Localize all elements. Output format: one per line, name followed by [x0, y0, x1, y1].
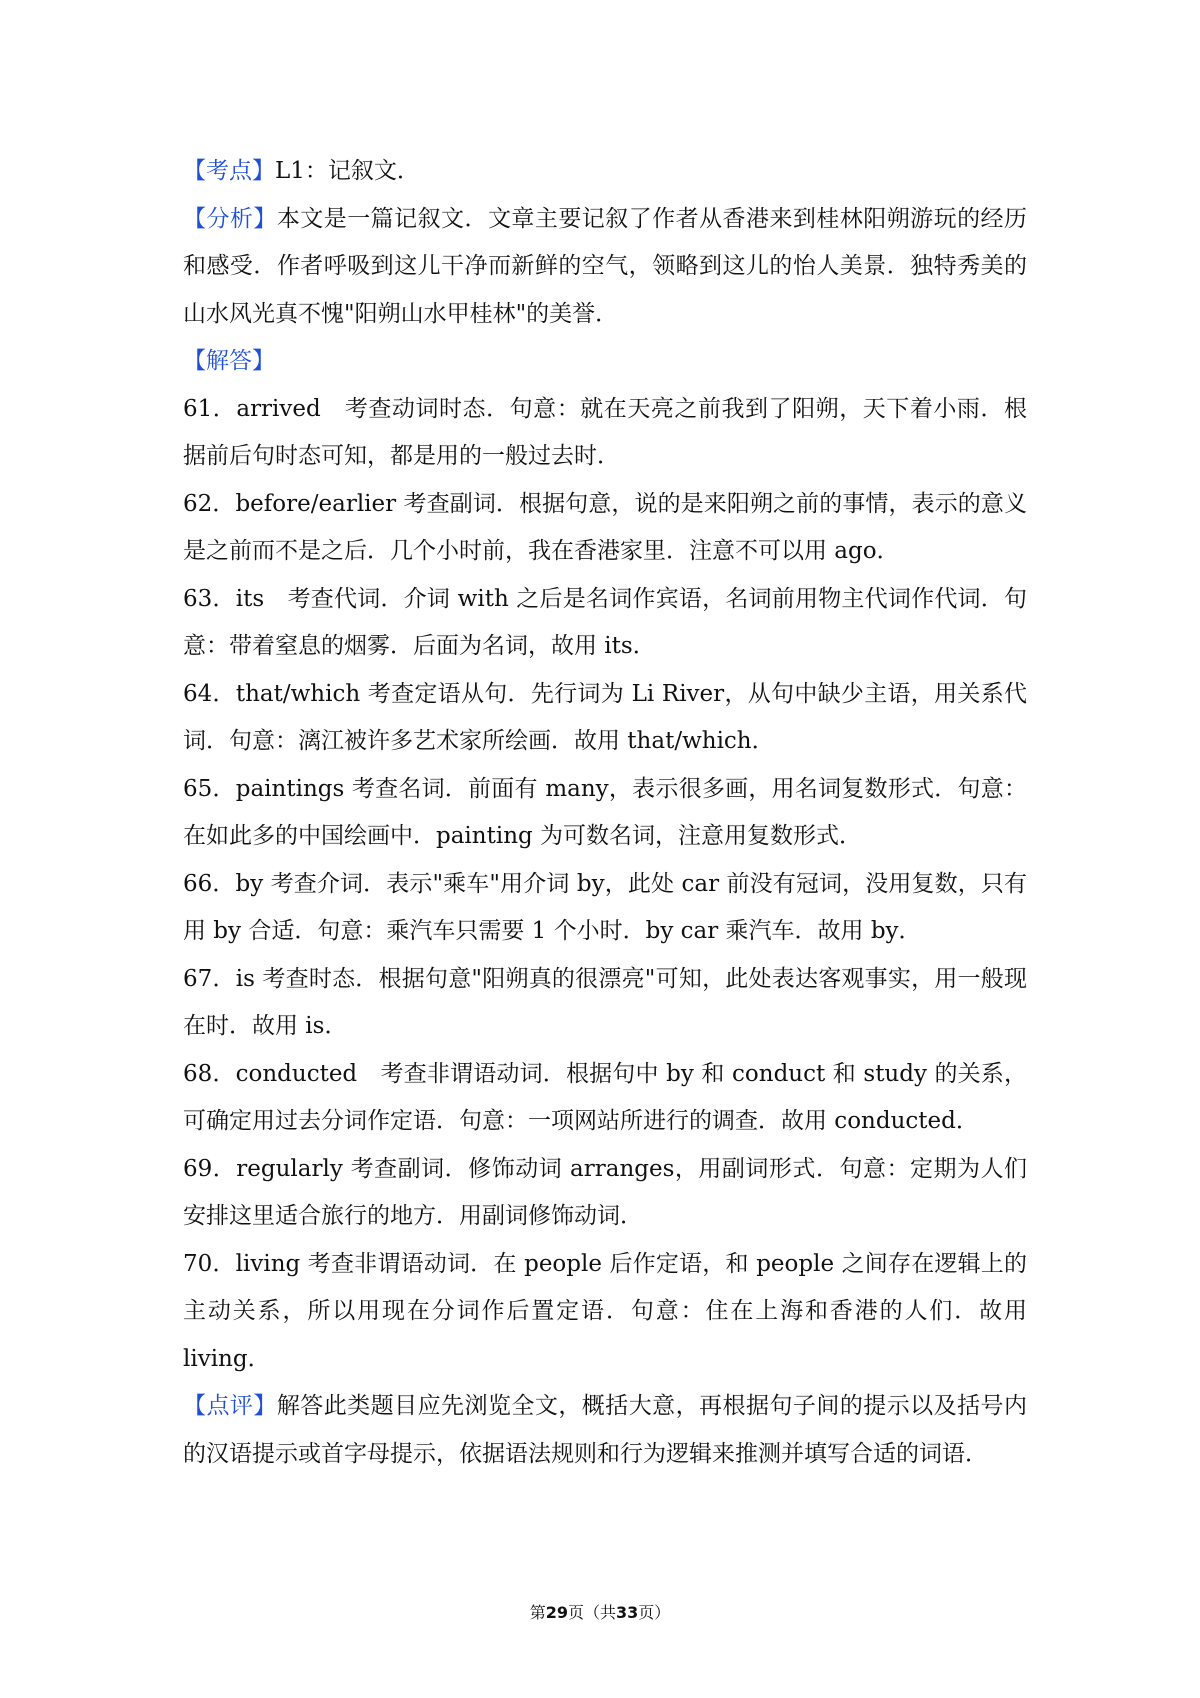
answer-item-61: 61．arrived 考查动词时态．句意：就在天亮之前我到了阳朔，天下着小雨．根据前后句时态可知，都是用的一般过去时． [183, 395, 1027, 469]
page-footer [0, 1600, 1200, 1623]
answer-item-68: 68．conducted 考查非谓语动词．根据句中 by 和 conduct 和 study 的关系，可确定用过去分词作定语．句意：一项网站所进行的调查．故用 conducted． [183, 1060, 1027, 1134]
answer-item-67: 67．is 考查时态．根据句意"阳朔真的很漂亮"可知，此处表达客观事实，用一般现在时．故用 is． [183, 965, 1027, 1039]
footer-prefix: 第 [529, 1603, 546, 1622]
dianping-tag: 【点评】 [183, 1393, 277, 1419]
kaodian-tag: 【考点】 [183, 158, 275, 184]
jieda-paragraph [183, 338, 1027, 386]
fenxi-tag: 【分析】 [183, 205, 277, 232]
answer-item-70: 70．living 考查非谓语动词．在 people 后作定语，和 people 之间存在逻辑上的主动关系，所以用现在分词作后置定语．句意：住在上海和香港的人们．故用 living． [183, 1250, 1027, 1372]
answer-item-65: 65．paintings 考查名词．前面有 many，表示很多画，用名词复数形式．句意：在如此多的中国绘画中．painting 为可数名词，注意用复数形式． [183, 775, 1027, 849]
footer-current-page: 29 [545, 1603, 568, 1622]
answer-item-66: 66．by 考查介词．表示"乘车"用介词 by，此处 car 前没有冠词，没用复数，只有用 by 合适．句意：乘汽车只需要 1 个小时．by car 乘汽车．故用 by． [183, 870, 1027, 944]
answer-item-64: 64．that/which 考查定语从句．先行词为 Li River，从句中缺少主语，用关系代词．句意：漓江被许多艺术家所绘画．故用 that/which． [183, 680, 1027, 754]
kaodian-text: L1：记叙文． [275, 158, 420, 184]
kaodian-paragraph [183, 148, 1027, 196]
fenxi-text: 本文是一篇记叙文．文章主要记叙了作者从香港来到桂林阳朔游玩的经历和感受．作者呼吸到这儿干净而新鲜的空气，领略到这儿的怡人美景．独特秀美的山水风光真不愧"阳朔山水甲桂林"的美誉． [183, 205, 1028, 327]
answer-item-63: 63．its 考查代词．介词 with 之后是名词作宾语，名词前用物主代词作代词．句意：带着窒息的烟雾．后面为名词，故用 its． [183, 585, 1027, 659]
fenxi-paragraph [183, 196, 1027, 339]
dianping-paragraph [183, 1383, 1027, 1478]
footer-middle: 页（共 [567, 1603, 616, 1622]
answer-item-62: 62．before/earlier 考查副词．根据句意，说的是来阳朔之前的事情，表示的意义是之前而不是之后．几个小时前，我在香港家里．注意不可以用 ago． [183, 490, 1027, 564]
footer-total-pages: 33 [616, 1603, 639, 1622]
answer-item-69: 69．regularly 考查副词．修饰动词 arranges，用副词形式．句意：定期为人们安排这里适合旅行的地方．用副词修饰动词． [183, 1155, 1027, 1229]
footer-suffix: 页） [638, 1603, 671, 1622]
answer-content [183, 148, 1027, 1478]
jieda-tag: 【解答】 [183, 348, 275, 374]
dianping-text: 解答此类题目应先浏览全文，概括大意，再根据句子间的提示以及括号内的汉语提示或首字母提示，依据语法规则和行为逻辑来推测并填写合适的词语． [183, 1393, 1028, 1467]
